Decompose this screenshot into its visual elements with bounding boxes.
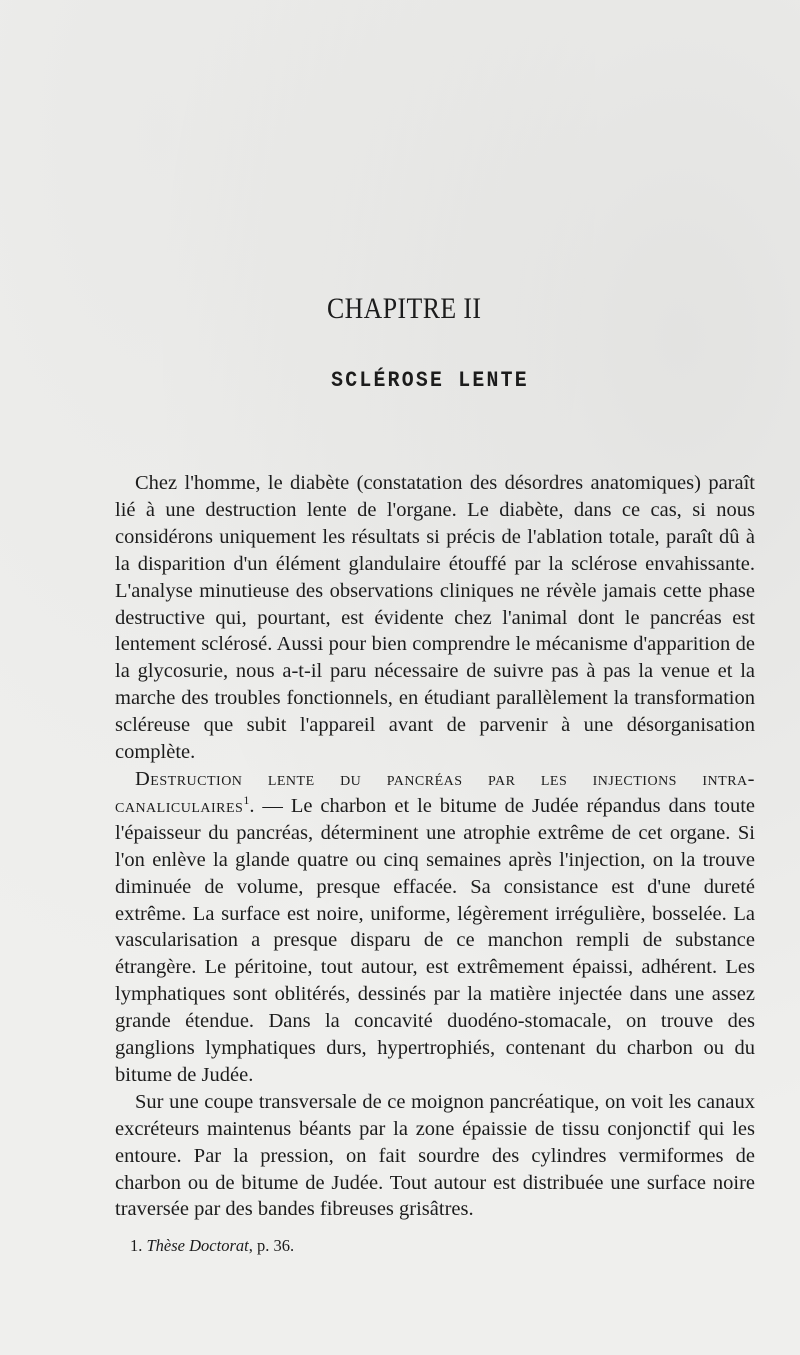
footnote-ref: 1 bbox=[243, 793, 250, 808]
chapter-title: CHAPITRE II bbox=[326, 292, 482, 325]
footnote-title: Thèse Doctorat bbox=[146, 1236, 249, 1255]
paragraph-2-heading: Destruction lente du pancréas par les injections intra-canaliculaires bbox=[115, 767, 755, 817]
footnote-page: , p. 36. bbox=[248, 1236, 295, 1255]
footnote-number: 1. bbox=[130, 1236, 143, 1255]
paragraph-2-text: . — Le charbon et le bitume de Judée répandus dans toute l'épaisseur du pancréas, déterminent une atrophie extrême de cet organe. Si l'on enlève la glande quatre ou cinq semaines après l'injection, on la trouve diminuée de volume, presque effacée. Sa consistance est d'une dureté extrême. La surface est noire, uniforme, légèrement irrégulière, bosselée. La vascularisation a presque disparu de ce manchon rempli de substance étrangère. Le péritoine, tout autour, est extrêmement épaissi, adhérent. Les lymphatiques sont oblitérés, dessinés par la matière injectée dans une assez grande étendue. Dans la concavité duodéno-stomacale, on trouve des ganglions lymphatiques durs, hypertrophiés, contenant du charbon ou du bitume de Judée. bbox=[115, 794, 755, 1086]
body-text bbox=[115, 470, 755, 1223]
paragraph-3: Sur une coupe transversale de ce moignon pancréatique, on voit les canaux excréteurs maintenus béants par la zone épaissie de tissu conjonctif qui les entoure. Par la pression, on fait sourdre des cylindres vermiformes de charbon ou de bitume de Judée. Tout autour est distribuée une surface noire traversée par des bandes fibreuses grisâtres. bbox=[115, 1090, 755, 1221]
paragraph-1: Chez l'homme, le diabète (constatation des désordres anatomiques) paraît lié à une destruction lente de l'organe. Le diabète, dans ce cas, si nous considérons uniquement les résultats si précis de l'ablation totale, paraît dû à la disparition d'un élément glandulaire étouffé par la sclérose envahissante. L'analyse minutieuse des observations cliniques ne révèle jamais cette phase destructive qui, pourtant, est évidente chez l'animal dont le pancréas est lentement sclérosé. Aussi pour bien comprendre le mécanisme d'apparition de la glycosurie, nous a-t-il paru nécessaire de suivre pas à pas la venue et la marche des troubles fonctionnels, en étudiant parallèlement la transformation scléreuse que subit l'appareil avant de parvenir à une désorganisation complète. bbox=[115, 472, 755, 764]
footnote bbox=[130, 1236, 294, 1256]
paragraph-2 bbox=[115, 766, 755, 1089]
section-title: SCLÉROSE LENTE bbox=[331, 368, 529, 393]
